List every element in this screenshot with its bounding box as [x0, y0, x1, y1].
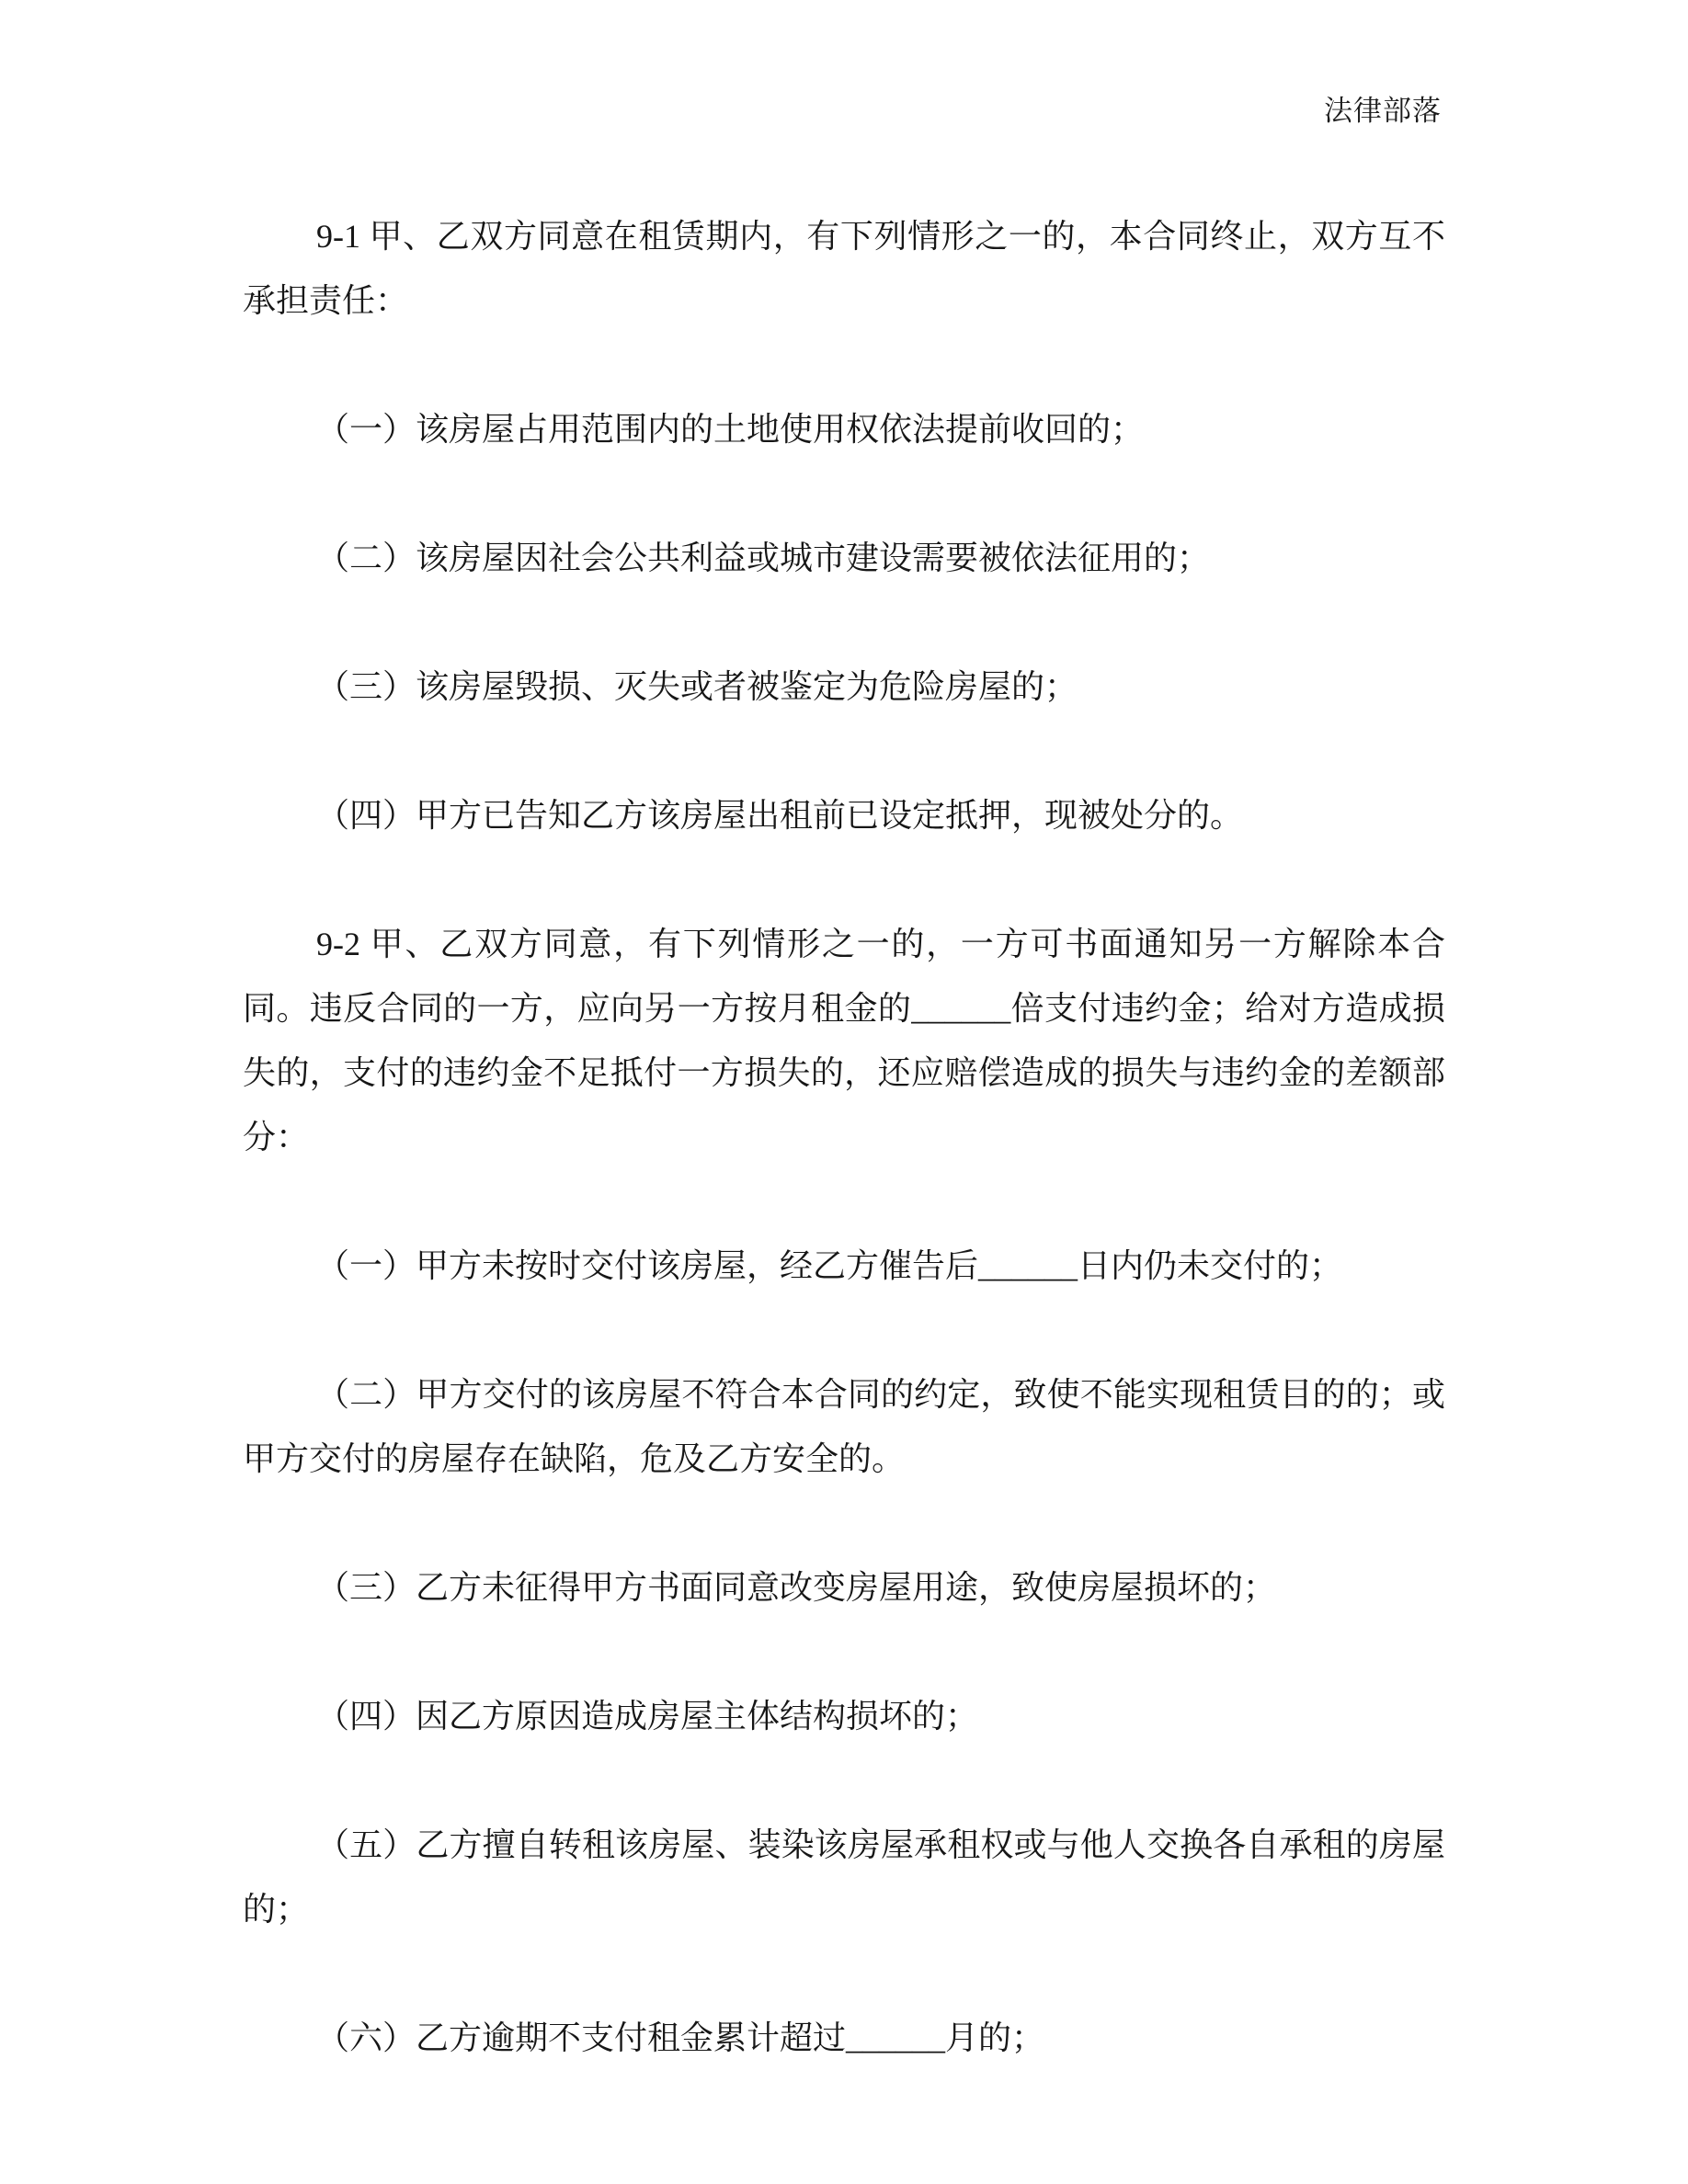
clause-9-1-intro: 9-1 甲、乙双方同意在租赁期内，有下列情形之一的，本合同终止，双方互不承担责任： — [243, 218, 1445, 319]
clause-9-2-item-6: （六）乙方逾期不支付租金累计超过______月的； — [316, 2019, 1045, 2056]
brand-watermark: 法律部落 — [1324, 95, 1442, 127]
clause-9-1-item-2: （二）该房屋因社会公共利益或城市建设需要被依法征用的； — [316, 540, 1211, 576]
clause-9-1-item-4: （四）甲方已告知乙方该房屋出租前已设定抵押，现被处分的。 — [316, 797, 1244, 834]
clause-9-2-intro: 9-2 甲、乙双方同意，有下列情形之一的，一方可书面通知另一方解除本合同。违反合同的一方，应向另一方按月租金的______倍支付违约金；给对方造成损失的，支付的违约金不足抵付一方损失的，还应赔偿造成的损失与违约金的差额部分： — [243, 926, 1445, 1155]
clause-9-2-item-1: （一）甲方未按时交付该房屋，经乙方催告后______日内仍未交付的； — [316, 1247, 1343, 1284]
clause-9-2-item-3: （三）乙方未征得甲方书面同意改变房屋用途，致使房屋损坏的； — [316, 1569, 1277, 1606]
clause-9-2-item-4: （四）因乙方原因造成房屋主体结构损坏的； — [316, 1698, 979, 1735]
clause-9-1-item-3: （三）该房屋毁损、灭失或者被鉴定为危险房屋的； — [316, 668, 1078, 705]
clause-9-2-item-5: （五）乙方擅自转租该房屋、装染该房屋承租权或与他人交换各自承租的房屋的； — [243, 1826, 1445, 1928]
clause-9-2-item-2: （二）甲方交付的该房屋不符合本合同的约定，致使不能实现租赁目的的；或甲方交付的房屋存在缺陷，危及乙方安全的。 — [243, 1376, 1445, 1477]
clause-9-1-item-1: （一）该房屋占用范围内的土地使用权依法提前收回的； — [316, 411, 1145, 448]
contract-body — [243, 140, 1445, 2070]
